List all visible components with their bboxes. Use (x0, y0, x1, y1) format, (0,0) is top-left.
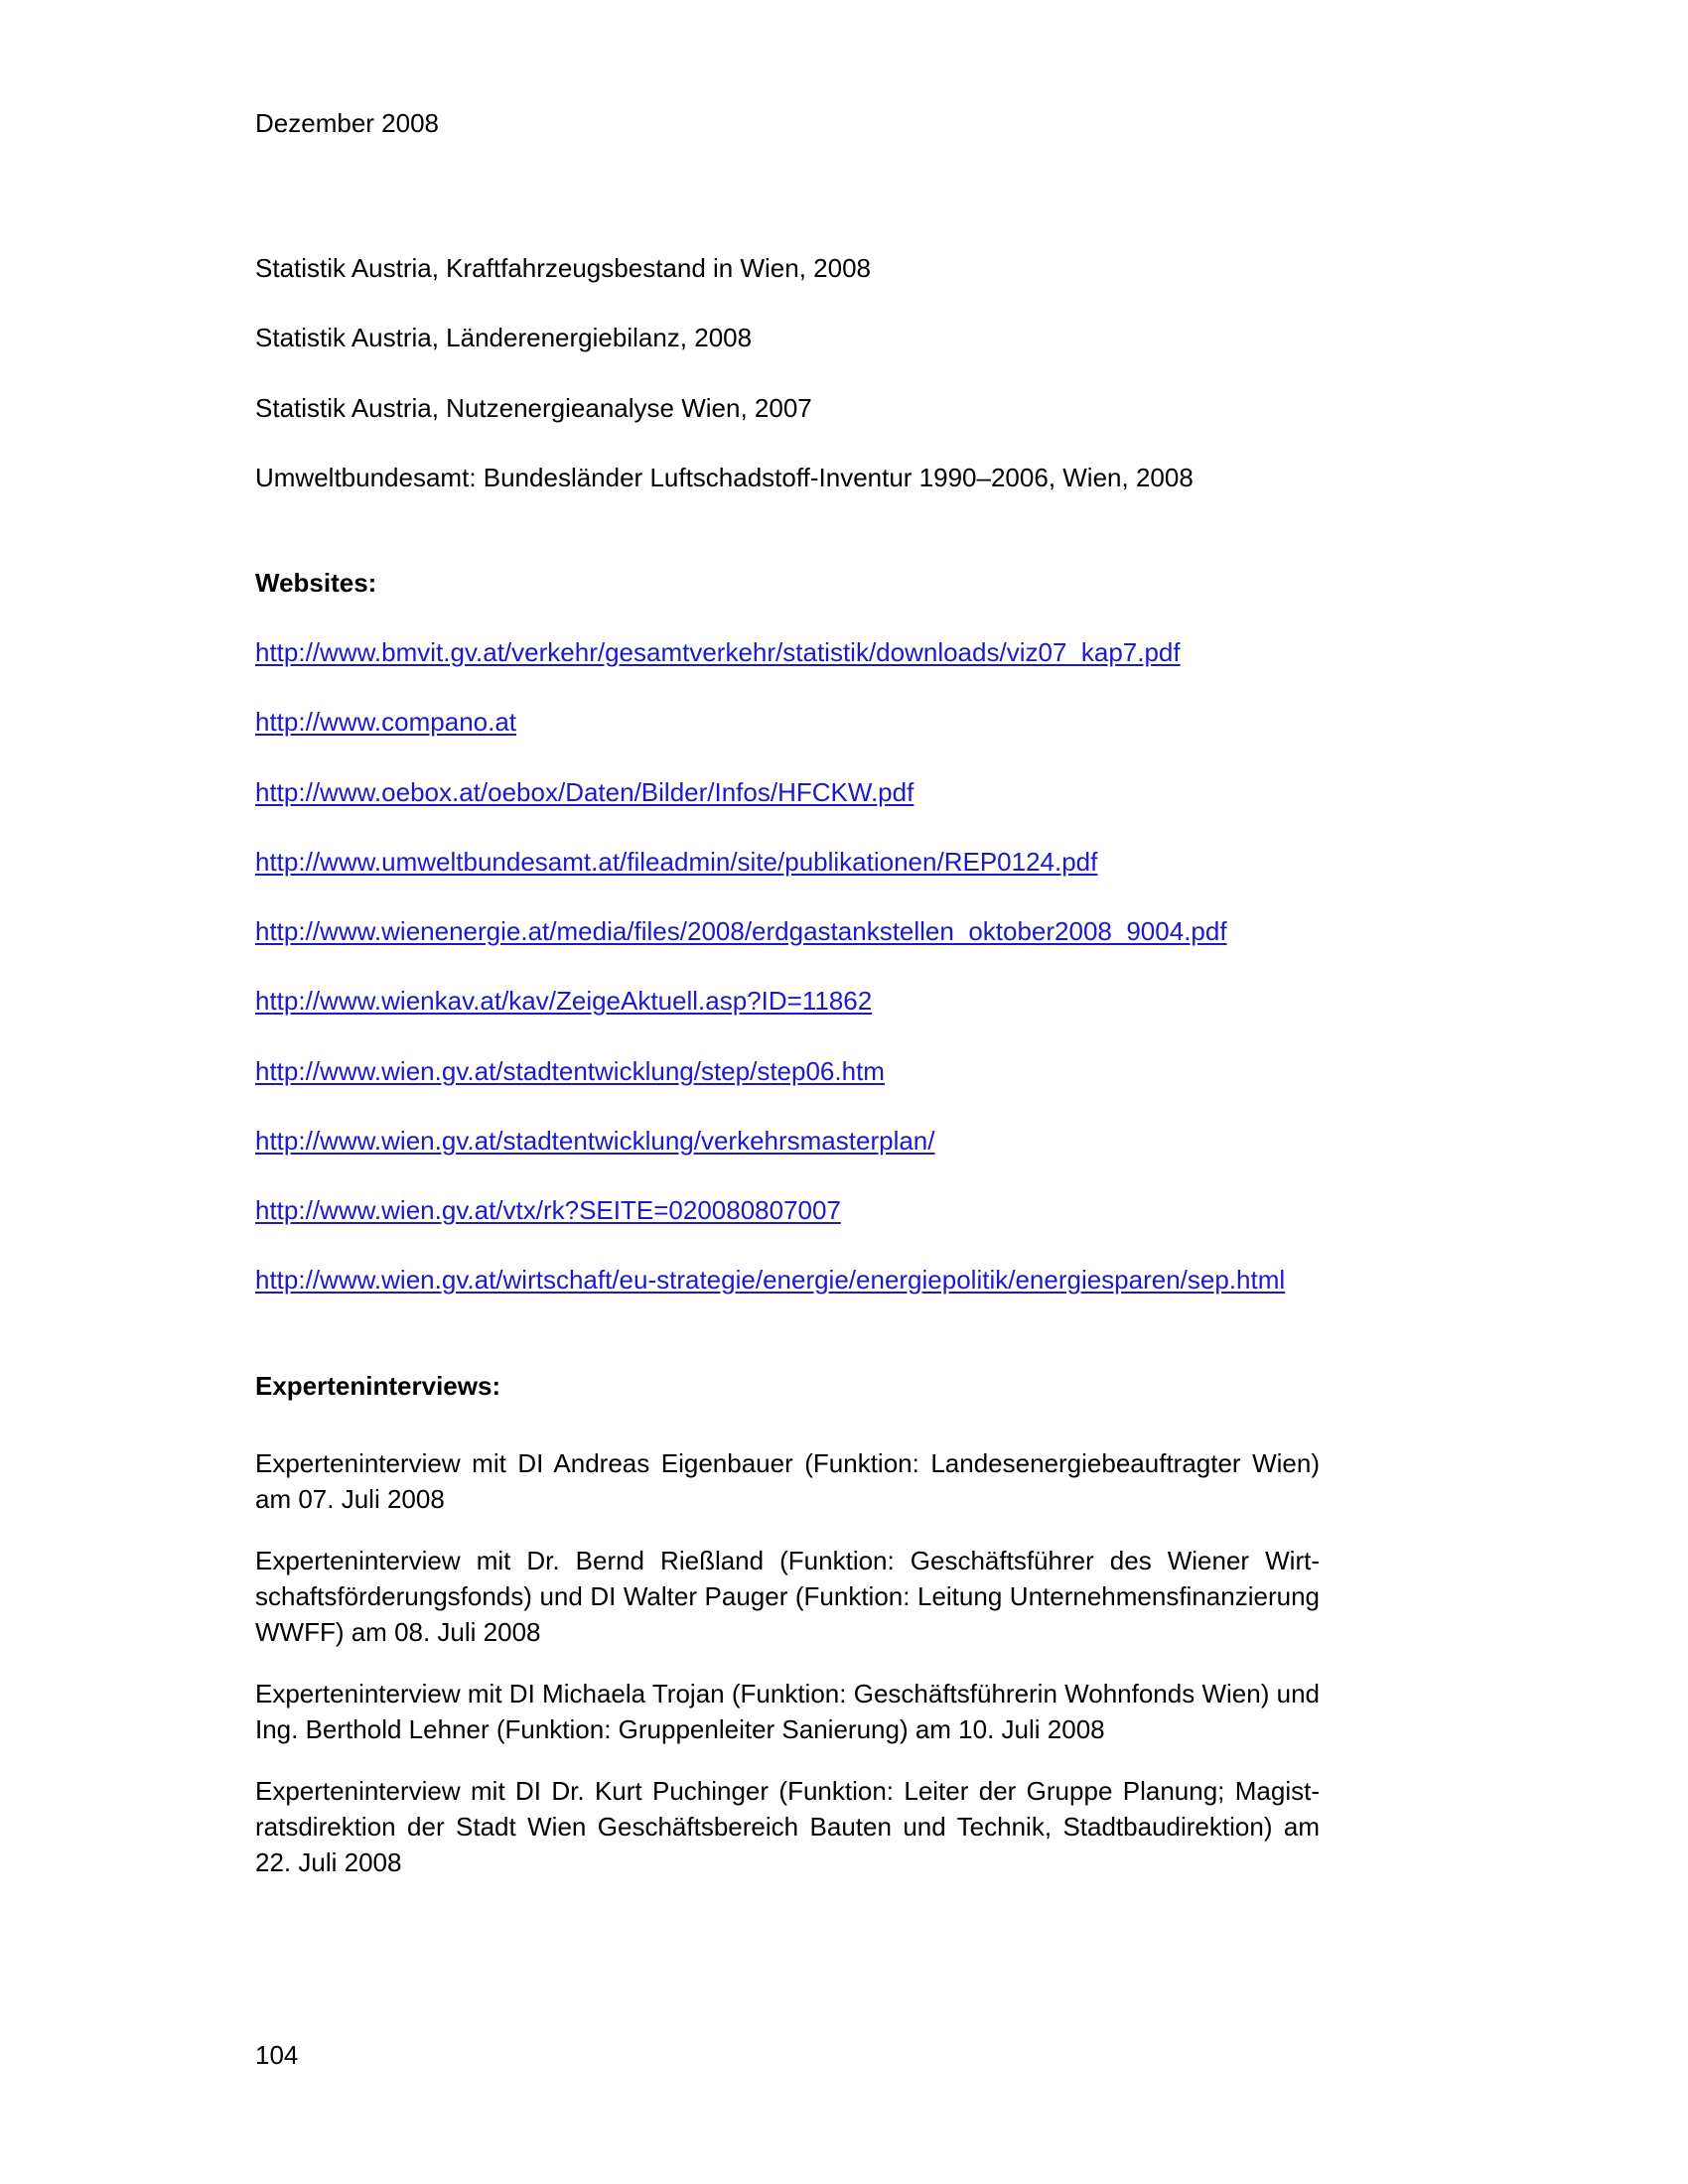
websites-heading: Websites: (255, 568, 377, 598)
header-date: Dezember 2008 (255, 108, 439, 138)
website-link[interactable]: http://www.compano.at (255, 707, 517, 737)
interview-paragraph: Experteninterview mit DI Dr. Kurt Puchinger (Funktion: Leiter der Gruppe Planung; Magistratsdirektion der Stadt Wien Geschäftsbereich Bauten und Technik, Stadtbaudirektion) am 22. Juli 2008 (255, 1776, 1320, 1877)
document-page (255, 0, 1320, 2184)
reference-item: Statistik Austria, Nutzenergieanalyse Wien, 2007 (255, 393, 812, 423)
website-link[interactable]: http://www.wienenergie.at/media/files/2008/erdgastankstellen_oktober2008_9004.pdf (255, 916, 1227, 946)
website-link[interactable]: http://www.wien.gv.at/wirtschaft/eu-strategie/energie/energiepolitik/energiesparen/sep.html (255, 1265, 1286, 1295)
interviews-heading: Experteninterviews: (255, 1371, 501, 1401)
website-link[interactable]: http://www.wienkav.at/kav/ZeigeAktuell.asp?ID=11862 (255, 986, 873, 1016)
interview-paragraph: Experteninterview mit DI Michaela Trojan (Funktion: Geschäftsführerin Wohnfonds Wien) und Ing. Berthold Lehner (Funktion: Gruppenleiter Sanierung) am 10. Juli 2008 (255, 1679, 1320, 1744)
website-link[interactable]: http://www.wien.gv.at/stadtentwicklung/step/step06.htm (255, 1056, 885, 1086)
interview-paragraph: Experteninterview mit DI Andreas Eigenbauer (Funktion: Landesenergiebeauftragter Wien) am 07. Juli 2008 (255, 1448, 1320, 1514)
website-link[interactable]: http://www.bmvit.gv.at/verkehr/gesamtverkehr/statistik/downloads/viz07_kap7.pdf (255, 637, 1181, 667)
website-link[interactable]: http://www.umweltbundesamt.at/fileadmin/site/publikationen/REP0124.pdf (255, 847, 1098, 877)
website-link[interactable]: http://www.wien.gv.at/stadtentwicklung/verkehrsmasterplan/ (255, 1126, 935, 1156)
website-link[interactable]: http://www.oebox.at/oebox/Daten/Bilder/Infos/HFCKW.pdf (255, 777, 914, 807)
reference-item: Statistik Austria, Länderenergiebilanz, 2008 (255, 323, 753, 352)
interview-paragraph: Experteninterview mit Dr. Bernd Rießland (Funktion: Geschäftsführer des Wiener Wirtschaftsförderungsfonds) und DI Walter Pauger (Funktion: Leitung Unternehmensfinanzierung WWFF) am 08. Juli 2008 (255, 1546, 1320, 1647)
page-number: 104 (255, 2040, 299, 2070)
reference-item: Umweltbundesamt: Bundesländer Luftschadstoff-Inventur 1990–2006, Wien, 2008 (255, 463, 1194, 492)
website-link[interactable]: http://www.wien.gv.at/vtx/rk?SEITE=020080807007 (255, 1195, 841, 1225)
reference-item: Statistik Austria, Kraftfahrzeugsbestand in Wien, 2008 (255, 253, 872, 283)
